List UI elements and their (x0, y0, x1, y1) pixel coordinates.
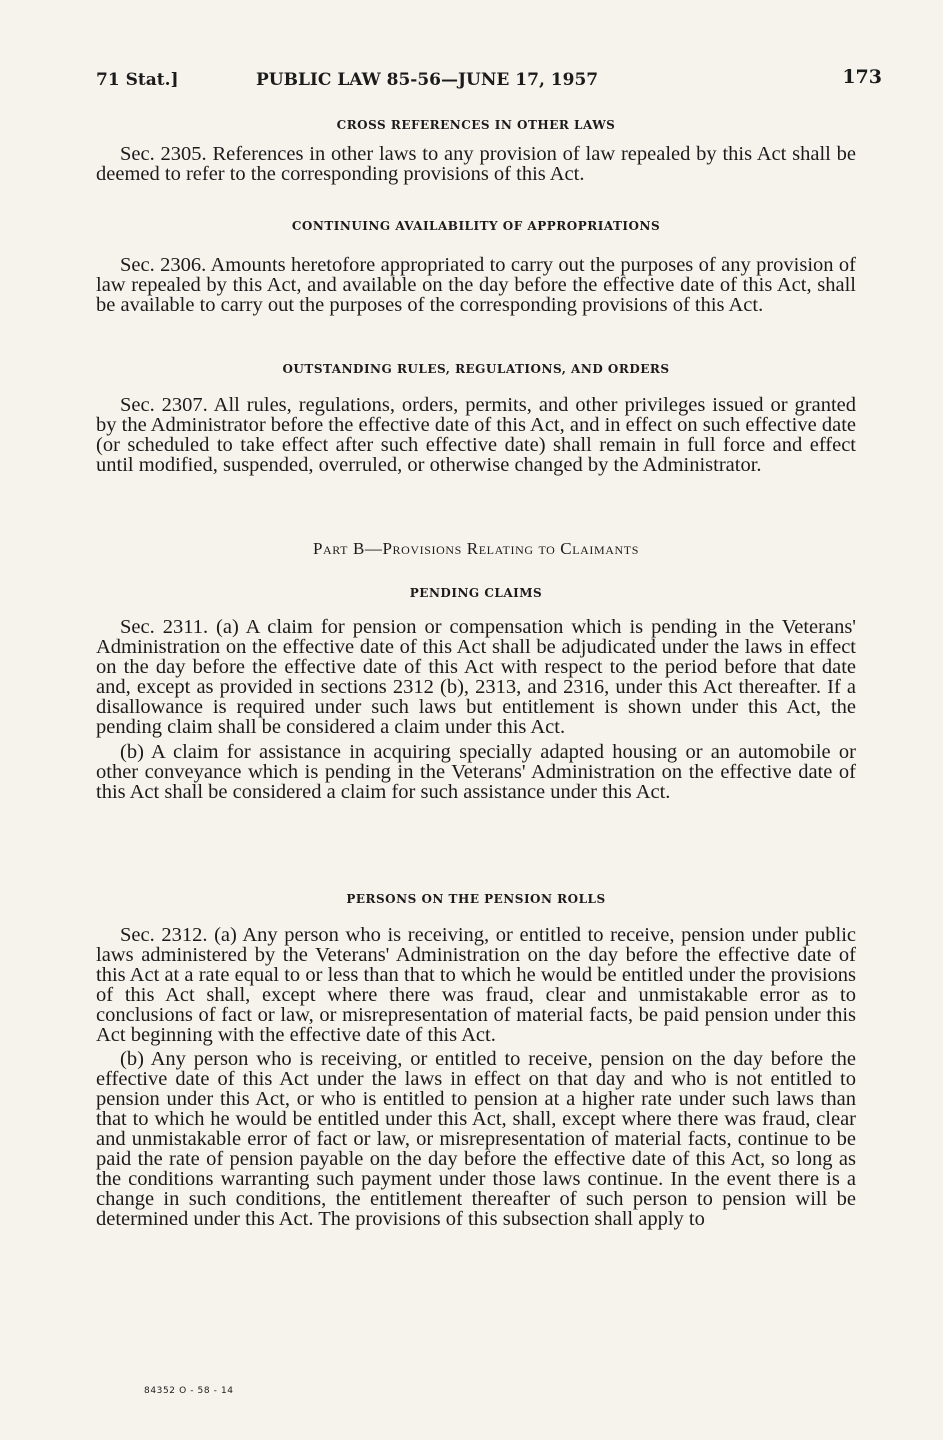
section-cross-references (96, 118, 856, 184)
section-text-b: (b) A claim for assistance in acquiring specially adapted housing or an automobile or other conveyance which is pending in the Veterans' Administration on the effective date of this Act shall be considered a claim for such assistance under this Act. (96, 741, 856, 803)
section-heading: CONTINUING AVAILABILITY OF APPROPRIATIONS (291, 219, 661, 233)
section-pending-claims (96, 586, 856, 802)
section-continuing-availability (96, 219, 856, 315)
section-heading: OUTSTANDING RULES, REGULATIONS, AND ORDERS (282, 362, 670, 376)
part-title: Part B—Provisions Relating to Claimants (312, 539, 640, 558)
section-heading: PERSONS ON THE PENSION ROLLS (346, 892, 606, 906)
section-heading: PENDING CLAIMS (409, 586, 543, 600)
running-title: PUBLIC LAW 85-56—JUNE 17, 1957 (256, 70, 599, 90)
section-text-a: Sec. 2311. (a) A claim for pension or compensation which is pending in the Veterans' Administration on the effective date of this Act shall be adjudicated under the laws in effect on the day before the effective date of this Act with respect to the period before that date and, except as provided in sections 2312 (b), 2313, and 2316, under this Act thereafter. If a disallowance is required under such laws but entitlement is shown under this Act, the pending claim shall be considered a claim under this Act. (96, 616, 856, 738)
section-pension-rolls (96, 892, 856, 1229)
section-text: Sec. 2307. All rules, regulations, orders, permits, and other privileges issued or granted by the Administrator before the effective date of this Act, and in effect on such effective date (or scheduled to take effect after such effective date) shall remain in full force and effect until modified, suspended, overruled, or otherwise changed by the Administrator. (96, 394, 856, 476)
volume-reference: 71 Stat.] (96, 70, 179, 90)
print-code: 84352 O - 58 - 14 (144, 1386, 234, 1396)
section-outstanding-rules (96, 362, 856, 475)
page-number: 173 (842, 66, 882, 88)
section-text-b: (b) Any person who is receiving, or entitled to receive, pension on the day before the effective date of this Act under the laws in effect on that day and who is not entitled to pension under this Act, or who is entitled to pension at a higher rate under such laws than that to which he would be entitled under this Act, shall, except where there was fraud, clear and unmistakable error of fact or law, or misrepresentation of material facts, continue to be paid the rate of pension payable on the day before the effective date of this Act, so long as the conditions warranting such payment under those laws continue. In the event there is a change in such conditions, the entitlement thereafter of such person to pension will be determined under this Act. The provisions of this subsection shall apply to (96, 1048, 856, 1230)
section-text: Sec. 2306. Amounts heretofore appropriated to carry out the purposes of any provision of law repealed by this Act, and available on the day before the effective date of this Act, shall be available to carry out the purposes of the corresponding provisions of this Act. (96, 254, 856, 316)
section-text: Sec. 2305. References in other laws to any provision of law repealed by this Act shall be deemed to refer to the corresponding provisions of this Act. (96, 143, 856, 185)
section-text-a: Sec. 2312. (a) Any person who is receiving, or entitled to receive, pension under public laws administered by the Veterans' Administration on the day before the effective date of this Act at a rate equal to or less than that to which he would be entitled under the provisions of this Act shall, except where there was fraud, clear and unmistakable error as to conclusions of fact or law, or misrepresentation of material facts, be paid pension under this Act beginning with the effective date of this Act. (96, 924, 856, 1046)
part-b-title-block (96, 539, 856, 559)
section-heading: CROSS REFERENCES IN OTHER LAWS (336, 118, 616, 132)
page-header (96, 64, 882, 94)
